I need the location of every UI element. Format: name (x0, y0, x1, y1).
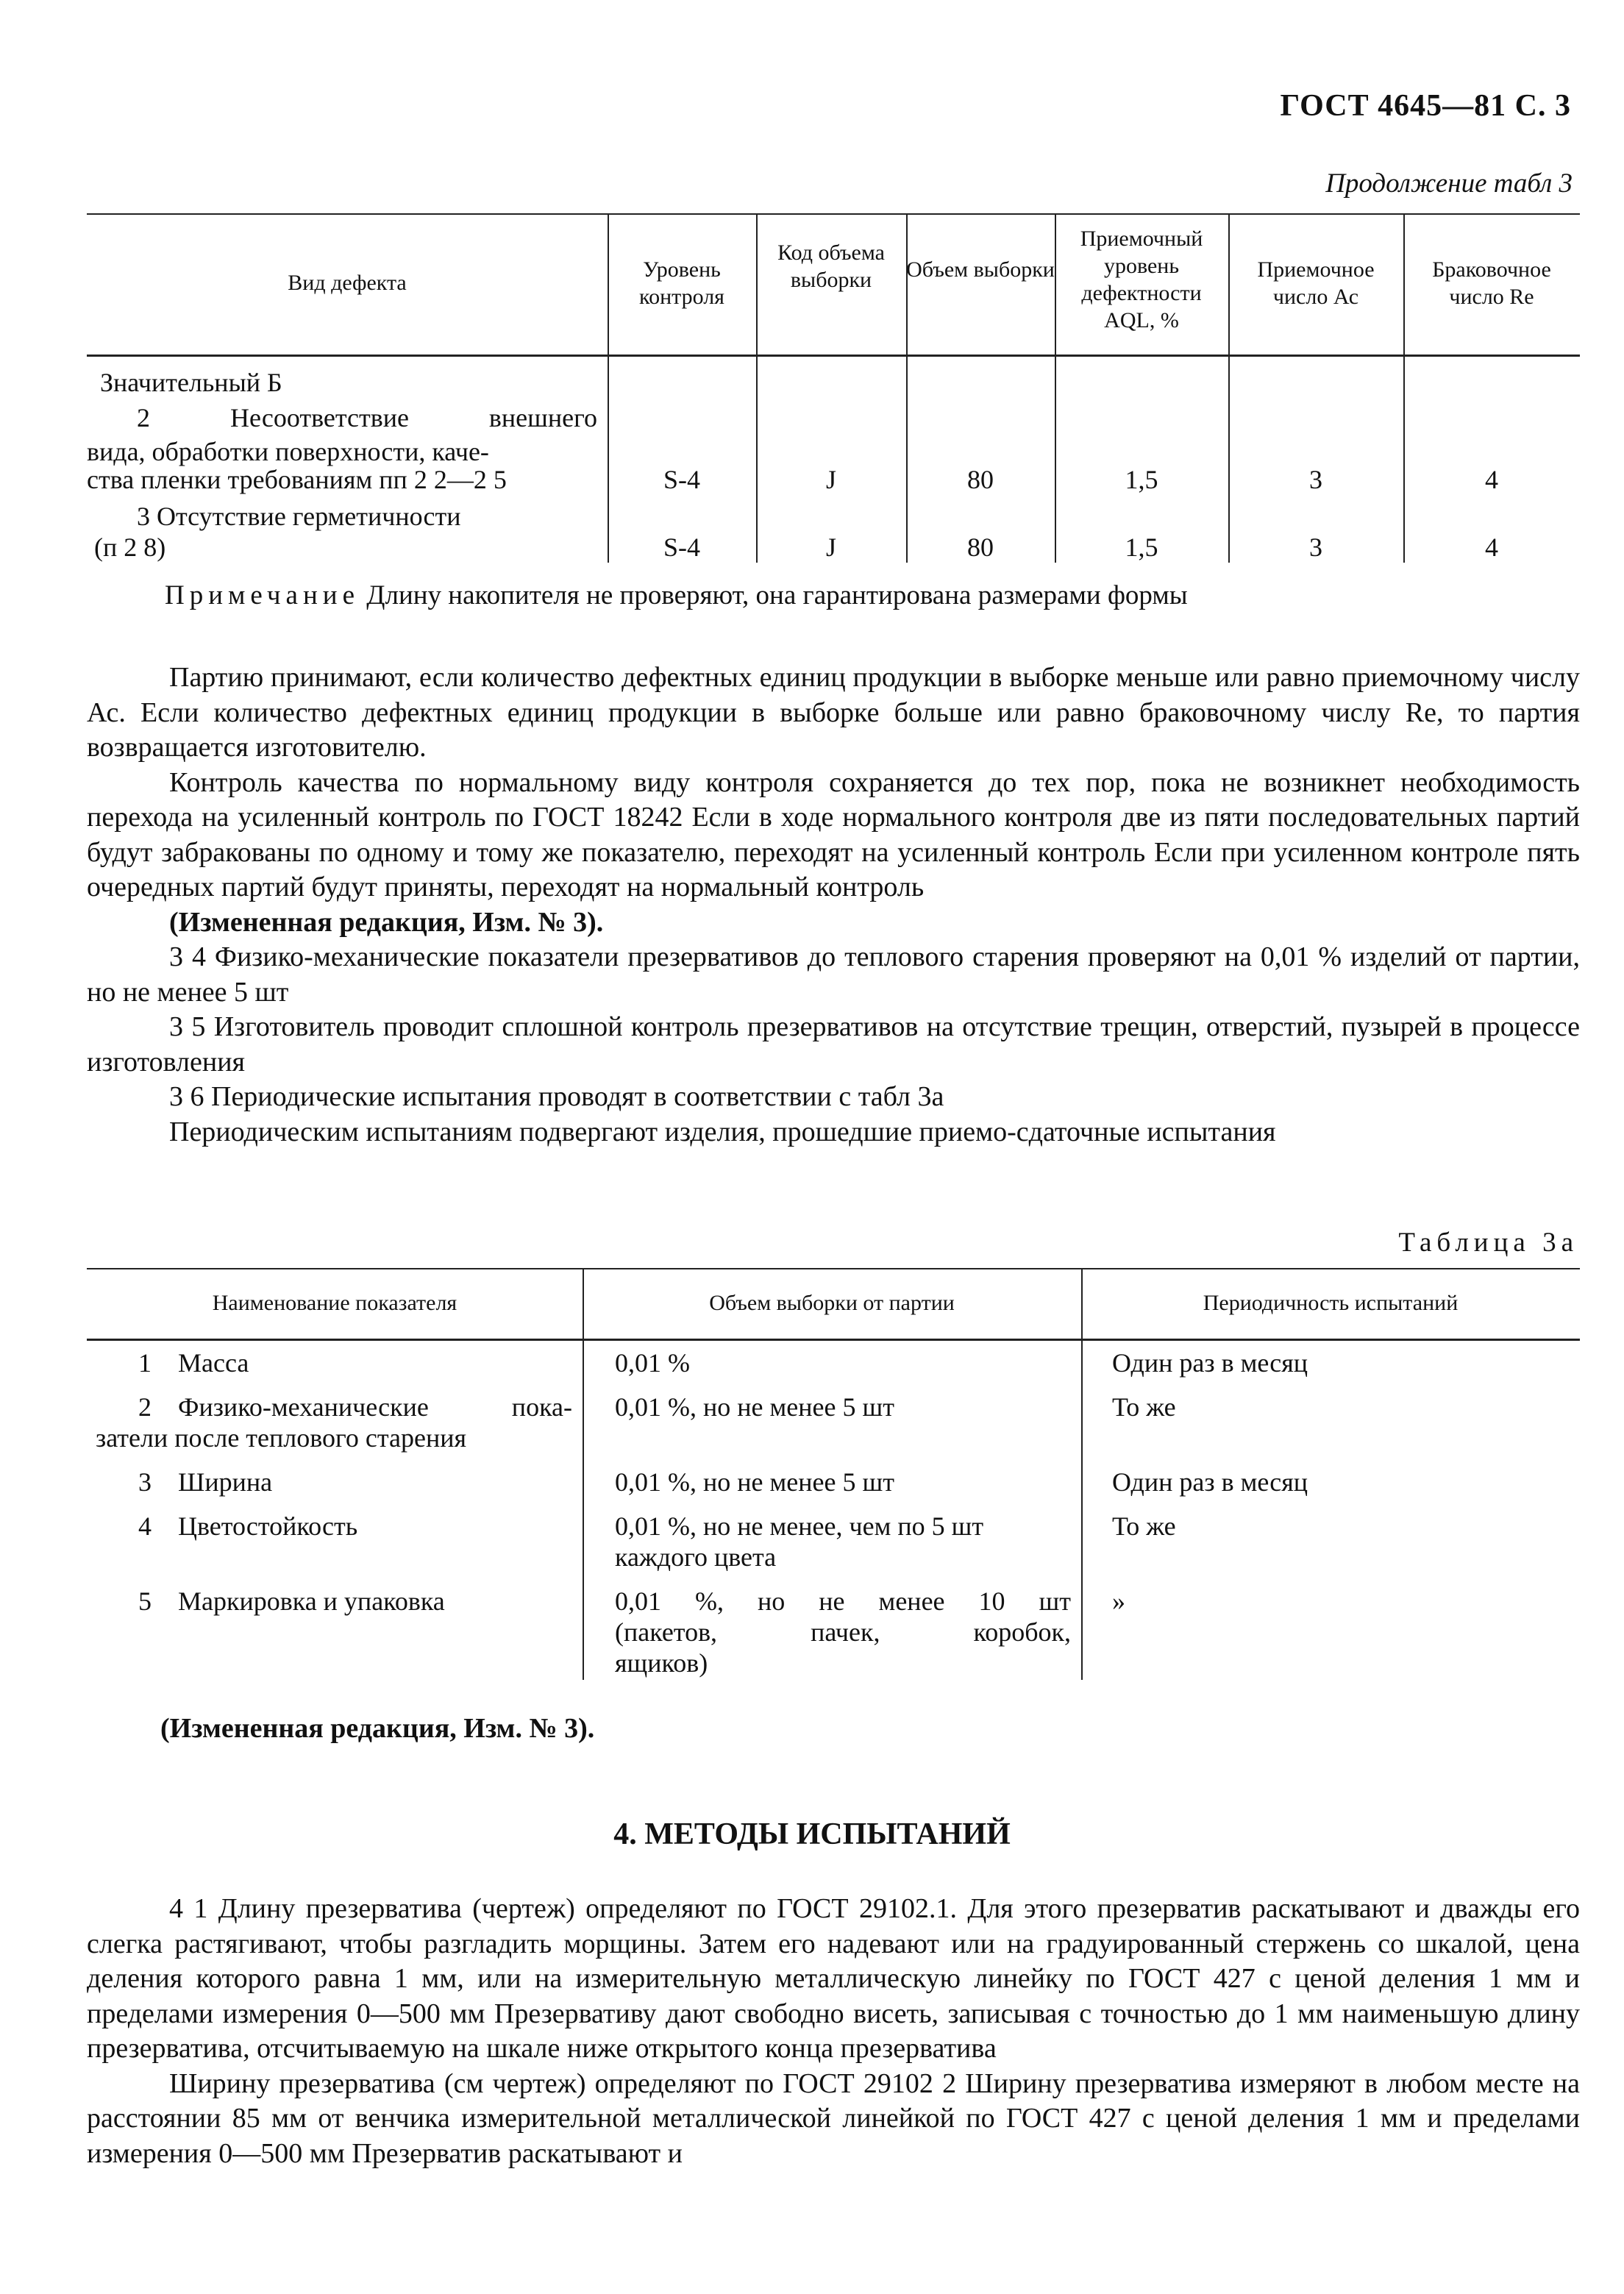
paragraph-4-1: 4 1 Длину презерватива (чертеж) определяют по ГОСТ 29102.1. Для этого презерватив раскатывают и дважды его слегка растягивают, чтобы разгладить морщины. Затем его надевают или на градуированный стержень со шкалой, цена деления которого равна 1 мм, или на измерительную металлическую линейку по ГОСТ 427 с ценой деления 1 мм и пределами измерения 0—500 мм Презервативу дают свободно висеть, записывая с точностью до 1 мм наименьшую длину презерватива, отсчитываемую на шкале ниже открытого конца презерватива (87, 1893, 1580, 2064)
document-header: ГОСТ 4645—81 С. 3 (1280, 89, 1571, 123)
paragraph-control-mode: Контроль качества по нормальному виду контроля сохраняется до тех пор, пока не возникнет необходимость перехода на усиленный контроль по ГОСТ 18242 Если в ходе нормального контроля две из пяти последовательных партий будут забракованы по одному и тому же показателю, переходят на усиленный контроль Если при усиленном контроле пять очередных партий будут приняты, переходят на нормальный контроль (87, 766, 1580, 902)
cell-aql: 1,5 (1125, 465, 1158, 494)
defect-row-line: 3 Отсутствие герметичности (137, 502, 461, 531)
table-continuation-note: Продолжение табл 3 (1325, 168, 1573, 199)
header-control-level: Уровень контроля (639, 257, 724, 309)
table-note (165, 580, 1188, 612)
defect-group-label: Значительный Б (100, 368, 282, 397)
test-periodicity: Один раз в месяц (1112, 1348, 1308, 1378)
header-periodicity: Периодичность испытаний (1203, 1291, 1459, 1315)
body-text-2 (87, 1892, 1580, 2171)
cell-control-level: S-4 (663, 532, 700, 562)
paragraph-acceptance: Партию принимают, если количество дефектных единиц продукции в выборке меньше или равно приемочному числу Ас. Если количество дефектных единиц продукции в выборке больше или равно браковочному числу Re, то партия возвращается изготовителю. (87, 662, 1580, 763)
defect-row-line: вида, обработки поверхности, каче- (87, 437, 489, 466)
section-title: 4. МЕТОДЫ ИСПЫТАНИЙ (613, 1817, 1011, 1851)
sample-volume: 0,01 %, но не менее 10 шт (615, 1586, 1071, 1616)
sample-volume: 0,01 %, но не менее 5 шт (615, 1392, 894, 1422)
paragraph-3-4: 3 4 Физико-механические показатели презервативов до теплового старения проверяют на 0,01 % изделий от партии, но не менее 5 шт (87, 941, 1580, 1008)
row-number: 1 (138, 1348, 152, 1378)
header-sample-code: Код объема выборки (777, 241, 885, 292)
defect-row-line: 2 Несоответствие внешнего (137, 403, 597, 432)
paragraph-3-5: 3 5 Изготовитель проводит сплошной контроль презервативов на отсутствие трещин, отверстий, пузырей в процессе изготовления (87, 1011, 1580, 1077)
cell-control-level: S-4 (663, 465, 700, 494)
table-note-label: Примечание (165, 580, 360, 610)
header-indicator: Наименование показателя (212, 1291, 457, 1315)
indicator-name: Цветостойкость (178, 1511, 358, 1541)
row-number: 5 (138, 1586, 152, 1616)
paragraph-width-measure: Ширину презерватива (см чертеж) определяют по ГОСТ 29102 2 Ширину презерватива измеряют в любом месте на расстоянии 85 мм от венчика измерительной металлической линейкой по ГОСТ 427 с ценой деления 1 мм и пределами измерения 0—500 мм Презерватив раскатывают и (87, 2067, 1580, 2169)
header-rejection-number: Браковочное число Re (1432, 257, 1551, 309)
paragraph-3-6: 3 6 Периодические испытания проводят в соответствии с табл 3а (169, 1081, 944, 1112)
indicator-name: затели после теплового старения (96, 1423, 467, 1453)
sample-volume: каждого цвета (615, 1542, 777, 1572)
cell-sample-code: J (825, 532, 836, 562)
table-top-rule (87, 1268, 1580, 1269)
sample-volume: (пакетов, пачек, коробок, (615, 1617, 1071, 1647)
edit-note: (Измененная редакция, Изм. № 3). (169, 906, 604, 938)
header-sample-size: Объем выборки (906, 257, 1055, 282)
cell-sample-code: J (825, 465, 836, 494)
defect-row-line: (п 2 8) (94, 532, 166, 562)
cell-aql: 1,5 (1125, 532, 1158, 562)
cell-acceptance-number: 3 (1309, 465, 1322, 494)
edit-note: (Измененная редакция, Изм. № 3). (160, 1713, 595, 1744)
sample-volume: 0,01 % (615, 1348, 690, 1378)
sample-volume: 0,01 %, но не менее, чем по 5 шт (615, 1511, 984, 1541)
cell-rejection-number: 4 (1485, 532, 1498, 562)
body-text-1 (87, 660, 1580, 1150)
indicator-name: Маркировка и упаковка (178, 1586, 445, 1616)
table-3a-caption: Таблица 3а (1398, 1228, 1578, 1258)
header-sample-volume: Объем выборки от партии (709, 1291, 955, 1315)
column-divider (583, 1268, 584, 1680)
cell-sample-size: 80 (967, 465, 994, 494)
indicator-name: Ширина (178, 1467, 273, 1497)
test-periodicity: То же (1112, 1392, 1176, 1422)
sample-volume: 0,01 %, но не менее 5 шт (615, 1467, 894, 1497)
table-header-rule (87, 1339, 1580, 1341)
column-divider (1081, 1268, 1083, 1680)
header-acceptance-number: Приемочное число Ас (1257, 257, 1375, 309)
test-periodicity: То же (1112, 1511, 1176, 1541)
test-periodicity: » (1112, 1586, 1125, 1616)
cell-sample-size: 80 (967, 532, 994, 562)
cell-acceptance-number: 3 (1309, 532, 1322, 562)
header-defect-type: Вид дефекта (288, 271, 407, 295)
table-note-text: Длину накопителя не проверяют, она гарантирована размерами формы (366, 580, 1188, 610)
sample-volume: ящиков) (615, 1648, 708, 1678)
row-number: 3 (138, 1467, 152, 1497)
table-header-rule (87, 355, 1580, 357)
header-aql: Приемочный уровень дефектности AQL, % (1080, 227, 1203, 332)
table-top-rule (87, 213, 1580, 215)
indicator-name: Физико-механические пока- (178, 1392, 572, 1422)
row-number: 2 (138, 1392, 152, 1422)
defect-row-line: ства пленки требованиям пп 2 2—2 5 (87, 465, 507, 494)
test-periodicity: Один раз в месяц (1112, 1467, 1308, 1497)
row-number: 4 (138, 1511, 152, 1541)
indicator-name: Масса (178, 1348, 249, 1378)
cell-rejection-number: 4 (1485, 465, 1498, 494)
paragraph-periodic: Периодическим испытаниям подвергают изделия, прошедшие приемо-сдаточные испытания (169, 1116, 1276, 1147)
